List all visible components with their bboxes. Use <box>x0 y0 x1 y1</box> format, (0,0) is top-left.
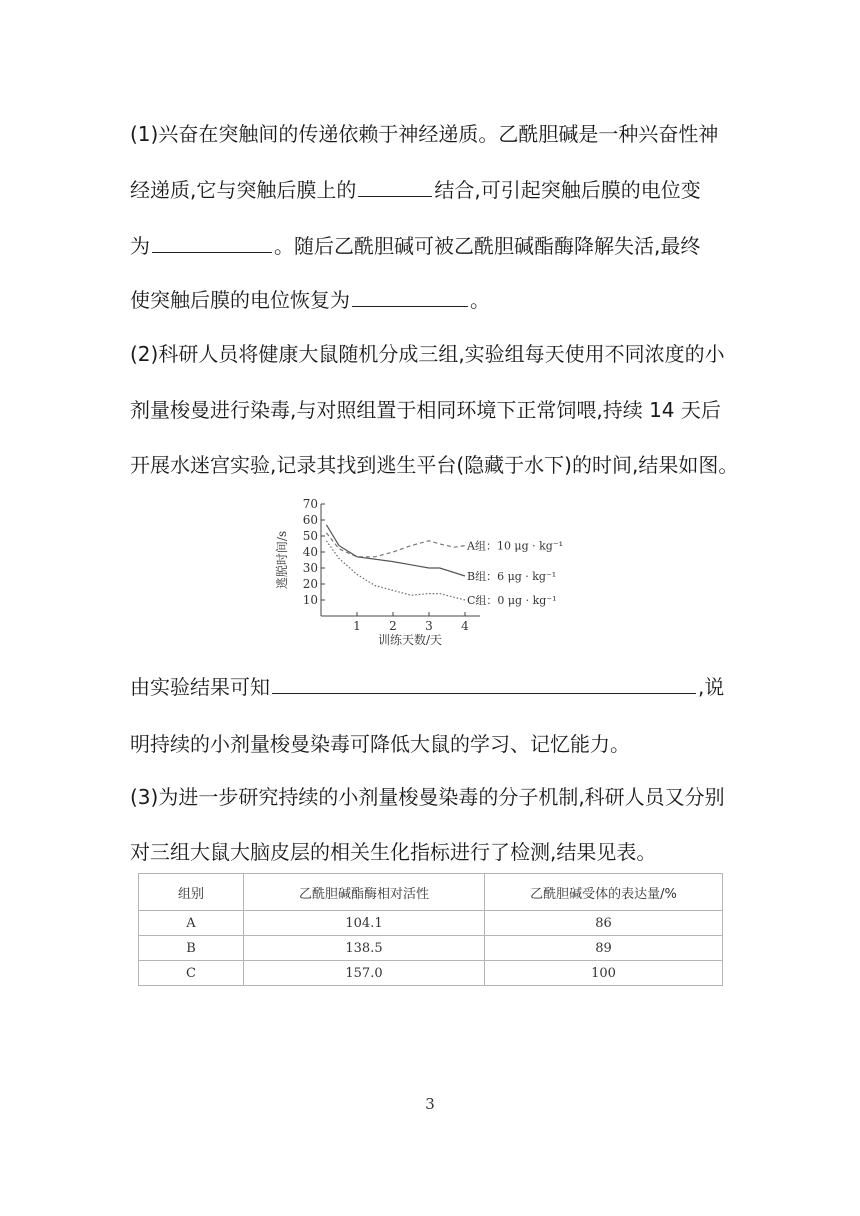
y-tick-label: 60 <box>302 513 318 527</box>
q1-text: 经递质,它与突触后膜上的 <box>130 178 357 202</box>
q3-line-1: (3)为进一步研究持续的小剂量梭曼染毒的分子机制,科研人员又分别 <box>130 785 725 809</box>
q1-line-3 <box>130 232 700 260</box>
q2-line-5: 明持续的小剂量梭曼染毒可降低大鼠的学习、记忆能力。 <box>130 732 630 756</box>
q2-line-2: 剂量梭曼进行染毒,与对照组置于相同环境下正常饲喂,持续 14 天后 <box>130 398 721 422</box>
table-row <box>139 961 723 986</box>
biochem-table <box>138 873 723 986</box>
table-cell: 86 <box>485 911 723 936</box>
series-line <box>326 525 465 576</box>
q1-text: 。随后乙酰胆碱可被乙酰胆碱酯酶降解失活,最终 <box>274 234 701 258</box>
x-axis-label: 训练天数/天 <box>377 633 443 647</box>
table-cell: 100 <box>485 961 723 986</box>
q1-line-1: (1)兴奋在突触间的传递依赖于神经递质。乙酰胆碱是一种兴奋性神 <box>130 122 719 146</box>
q2-line-4 <box>130 673 724 701</box>
y-tick-label: 10 <box>302 593 318 607</box>
q1-text: 。 <box>470 288 490 312</box>
escape-time-chart <box>270 492 600 652</box>
q1-text: 结合,可引起突触后膜的电位变 <box>434 178 701 202</box>
table-cell: B <box>139 936 244 961</box>
q3-line-2: 对三组大鼠大脑皮层的相关生化指标进行了检测,结果见表。 <box>130 840 657 864</box>
table-cell: 89 <box>485 936 723 961</box>
q2-line-1: (2)科研人员将健康大鼠随机分成三组,实验组每天使用不同浓度的小 <box>130 342 725 366</box>
table-header-row <box>139 874 723 911</box>
q2-text: 由实验结果可知 <box>130 675 270 699</box>
table-row <box>139 936 723 961</box>
q1-line-2 <box>130 176 701 204</box>
table-header: 乙酰胆碱酯酶相对活性 <box>244 874 485 911</box>
answer-blank-conclusion[interactable] <box>272 673 696 694</box>
y-axis-label: 逃脱时间/s <box>275 530 289 590</box>
page-number: 3 <box>425 1095 435 1113</box>
q2-text: ,说 <box>698 675 725 699</box>
q2-line-3: 开展水迷宫实验,记录其找到逃生平台(隐藏于水下)的时间,结果如图。 <box>130 453 739 477</box>
series-line <box>326 541 465 600</box>
table-cell: C <box>139 961 244 986</box>
table-row <box>139 911 723 936</box>
table-header: 乙酰胆碱受体的表达量/% <box>485 874 723 911</box>
y-tick-label: 30 <box>302 561 318 575</box>
series-label: B组：6 μg · kg⁻¹ <box>467 570 557 583</box>
table-cell: 104.1 <box>244 911 485 936</box>
table-header: 组别 <box>139 874 244 911</box>
series-label: A组：10 μg · kg⁻¹ <box>467 539 564 553</box>
q1-text: 为 <box>130 234 150 258</box>
x-tick-label: 2 <box>389 619 397 633</box>
x-tick-label: 1 <box>353 619 361 633</box>
x-tick-label: 3 <box>425 619 433 633</box>
q1-text: 使突触后膜的电位恢复为 <box>130 288 350 312</box>
table-cell: 138.5 <box>244 936 485 961</box>
series-line <box>326 533 465 557</box>
y-tick-label: 40 <box>302 545 318 559</box>
table-cell: A <box>139 911 244 936</box>
y-tick-label: 50 <box>302 529 318 543</box>
x-tick-label: 4 <box>461 619 469 633</box>
answer-blank-receptor[interactable] <box>358 176 432 197</box>
answer-blank-potential-change[interactable] <box>152 232 272 253</box>
y-tick-label: 20 <box>302 577 318 591</box>
answer-blank-resting-potential[interactable] <box>352 286 468 307</box>
series-label: C组：0 μg · kg⁻¹ <box>467 594 557 607</box>
y-tick-label: 70 <box>302 497 318 511</box>
q1-line-4 <box>130 286 490 314</box>
table-cell: 157.0 <box>244 961 485 986</box>
